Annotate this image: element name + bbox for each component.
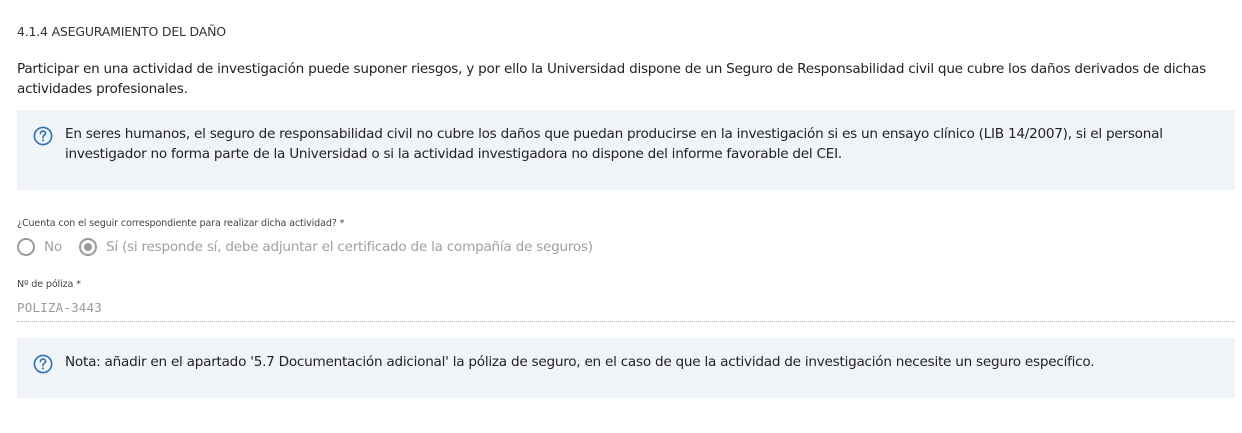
poliza-input[interactable]: [17, 294, 1235, 322]
poliza-label: Nº de póliza *: [17, 279, 81, 290]
info-box-text: Nota: añadir en el apartado '5.7 Documentación adicional' la póliza de seguro, en el caso de que la actividad de investigación necesite un seguro específico.: [65, 354, 1095, 370]
radio-si-circle[interactable]: [79, 238, 97, 256]
radio-si-label: Sí (si responde sí, debe adjuntar el certificado de la compañía de seguros): [106, 239, 593, 255]
help-circle-icon: [33, 354, 53, 374]
help-circle-icon: [33, 126, 53, 146]
radio-no-label: No: [44, 239, 62, 255]
insurance-radio-group: [17, 236, 593, 258]
radio-no-circle[interactable]: [17, 238, 35, 256]
info-box-civil-liability: [17, 110, 1235, 190]
intro-paragraph: Participar en una actividad de investigación puede suponer riesgos, y por ello la Universidad dispone de un Seguro de Responsabilidad civil que cubre los daños derivados de dichas actividades profesionales.: [17, 61, 1206, 97]
section-title: 4.1.4 ASEGURAMIENTO DEL DAÑO: [17, 24, 226, 39]
radio-option-si[interactable]: [79, 238, 593, 256]
info-box-text: En seres humanos, el seguro de responsabilidad civil no cubre los daños que puedan producirse en la investigación si es un ensayo clínico (LIB 14/2007), si el personal investigador no forma parte de la Universidad o si la actividad investigadora no dispone del informe favorable del CEI.: [65, 126, 1163, 162]
info-box-note: [17, 338, 1235, 398]
radio-option-no[interactable]: [17, 238, 62, 256]
insurance-question-label: ¿Cuenta con el seguir correspondiente para realizar dicha actividad? *: [17, 218, 345, 229]
